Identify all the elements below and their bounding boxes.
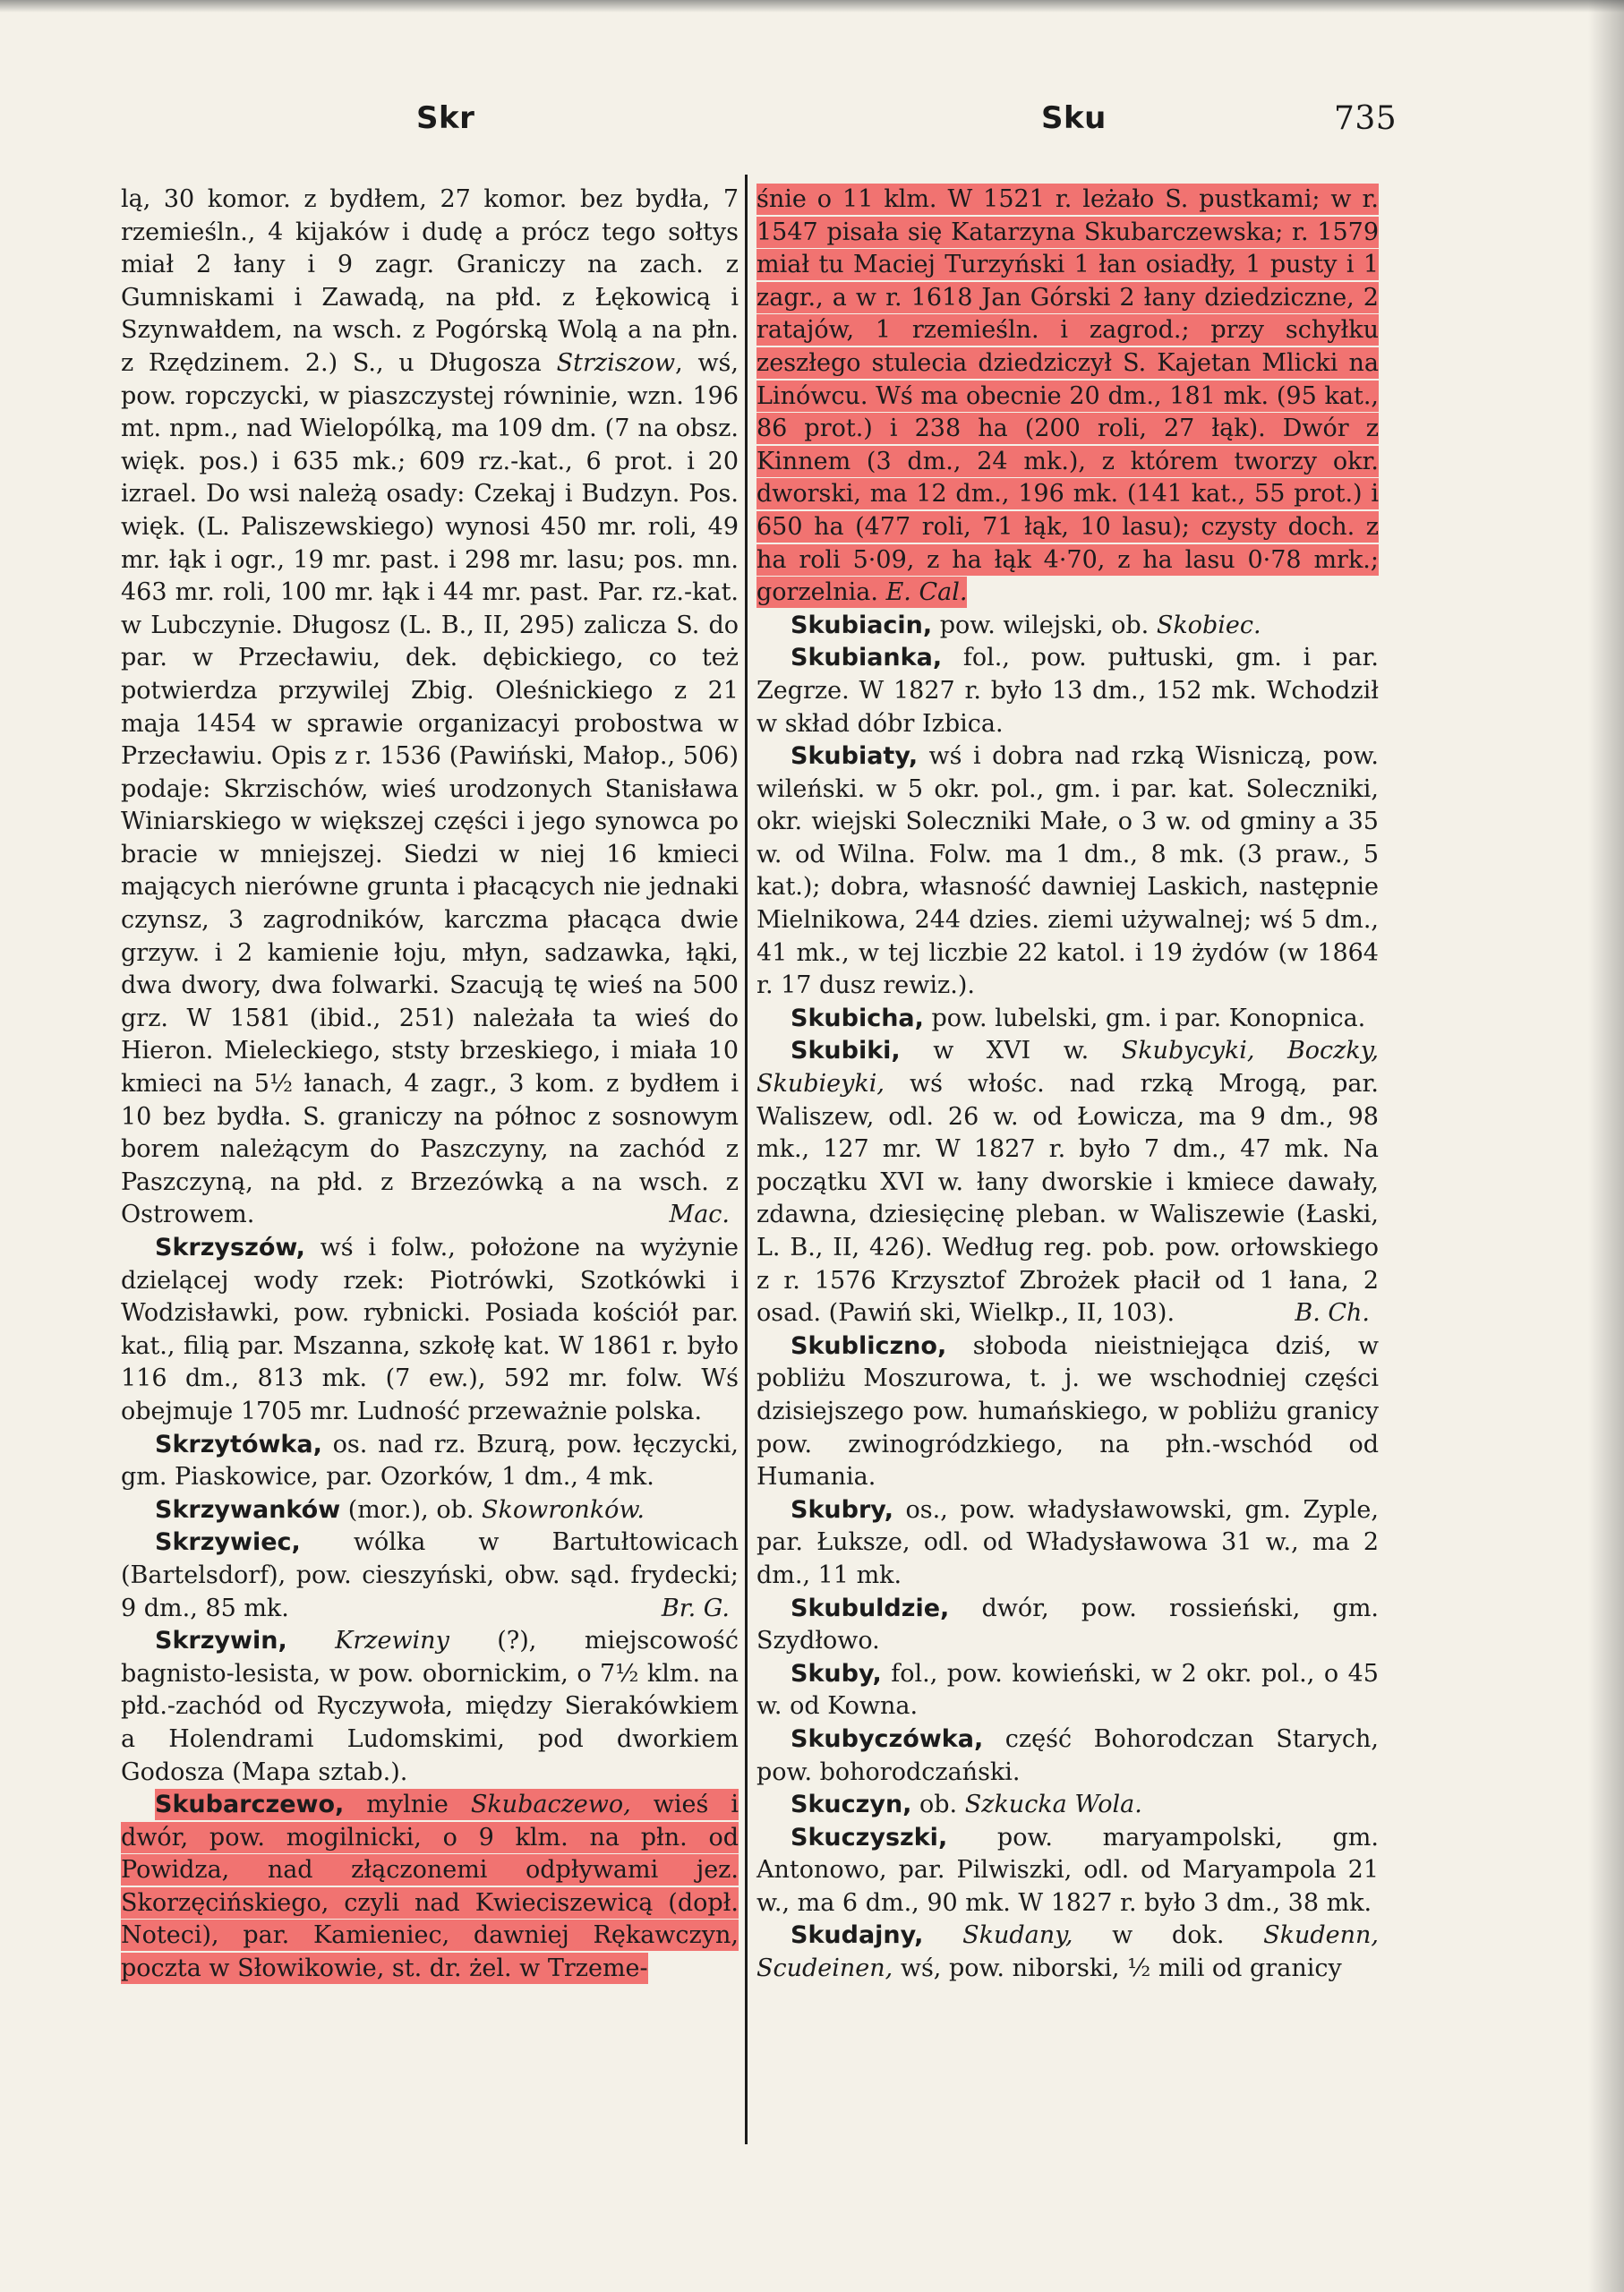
author-signature: E. Cal. [885,578,968,607]
entry-headword: Skubianka, [791,644,943,672]
entry-skrzywiec [121,1527,739,1625]
entry-text: wieś i dwór, pow. mogilnicki, o 9 klm. na płn. od Powidza, nad złączonemi odpływami jez. Skorzęcińskiego, czyli nad Kwieciszewicą (dopł. Noteci), par. Kamieniec, dawniej Rękawczyn, poczta w Słowikowie, st. dr. żel. w Trzeme- [121,1791,739,1983]
entry-skubuldzie [756,1593,1379,1658]
entry-text: fol., pow. kowieński, w 2 okr. pol., o 45 w. od Kowna. [756,1659,1379,1721]
entry-text: w dok. [1073,1921,1264,1950]
highlight-mark [121,1789,739,1984]
entry-text: śnie o 11 klm. W 1521 r. leżało S. pustkami; w r. 1547 pisała się Katarzyna Skubarczewska; r. 1579 miał tu Maciej Turzyński 1 łan osiadły, 1 pusty i 1 zagr., a w r. 1618 Jan Górski 2 łany dziedziczne, 2 ratajów, 1 rzemieśln. i zagrod.; przy schyłku zeszłego stulecia dziedziczył S. Kajetan Mlicki na Linówcu. Wś ma obecnie 20 dm., 181 mk. (95 kat., 86 prot.) i 238 ha (200 roli, 27 łąk). Dwór z Kinnem (3 dm., 24 mk.), z którem tworzy okr. dworski, ma 12 dm., 196 mk. (141 kat., 55 prot.) i 650 ha (477 roli, 71 łąk, 10 lasu); czysty doch. z ha roli 5·09, z ha łąk 4·70, z ha lasu 0·78 mrk.; gorzelnia. [756,185,1379,607]
entry-italic: Krzewiny [335,1627,449,1655]
entry-headword: Skudajny, [791,1921,924,1950]
entry-headword: Skubuldzie, [791,1594,950,1622]
entry-text: ob. [911,1791,965,1819]
page-binding-edge [1588,0,1624,2292]
entry-continuation [121,184,739,1232]
entry-headword: Skrzywiec, [155,1528,301,1557]
entry-headword: Skubliczno, [791,1331,947,1360]
entry-skubiki [756,1035,1379,1330]
entry-headword: Skuby, [791,1659,882,1688]
entry-skubiaty [756,740,1379,1003]
entry-skrzyszow [121,1232,739,1429]
entry-skuczyszki [756,1822,1379,1920]
entry-headword: Skuczyn, [791,1791,912,1819]
entry-text: os. nad rz. Bzurą, pow. łęczycki, gm. Piaskowice, par. Ozorków, 1 dm., 4 mk. [121,1430,739,1492]
entry-headword: Skubry, [791,1495,894,1524]
author-signature: Br. G. [661,1594,730,1622]
entry-text: wś i dobra nad rzką Wisniczą, pow. wileński. w 5 okr. pol., gm. i par. kat. Soleczniki, okr. wiejski Soleczniki Małe, o 3 w. od gminy a 35 w. od Wilna. Folw. ma 1 dm., 8 mk. (3 praw., 5 kat.); dobra, własność dawniej Laskich, następnie Mielnikowa, 244 dzies. ziemi używalnej; wś 5 dm., 41 mk., w tej liczbie 22 katol. i 19 żydów (w 1864 r. 17 dusz rewiz.). [756,742,1379,1000]
entry-text: (mor.), ob. [340,1495,483,1524]
entry-text: , wś, pow. ropczycki, w piaszczystej równinie, wzn. 196 mt. npm., nad Wielopólką, ma 109 dm. (7 na obsz. więk. pos.) i 635 mk.; 609 rz.-kat., 6 prot. i 20 izrael. Do wsi należą osady: Czekaj i Budzyn. Pos. więk. (L. Paliszewskiego) wynosi 450 mr. roli, 49 mr. łąk i ogr., 19 mr. past. i 298 mr. lasu; pos. mn. 463 mr. roli, 100 mr. łąk i 44 mr. past. Par. rz.-kat. w Lubczynie. Długosz (L. B., II, 295) zalicza S. do par. w Przecławiu, dek. dębickiego, co też potwierdza przywilej Zbig. Oleśnickiego z 21 maja 1454 w sprawie organizacyi probostwa w Przecławiu. Opis z r. 1536 (Pawiński, Małop., 506) podaje: Skrzischów, wieś urodzonych Stanisława Winiarskiego w większej części i jego synowca po bracie w mniejszej. Siedzi w niej 16 kmieci mających nierówne grunta i płacących nie jednaki czynsz, 3 zagrodników, karczma płacąca dwie grzyw. i 2 kamienie łoju, młyn, sadzawka, łąki, dwa dwory, dwa folwarki. Szacują tę wieś na 500 grz. W 1581 (ibid., 251) należała ta wieś do Hieron. Mieleckiego, ststy brzeskiego, i miała 10 kmieci na 5½ łanach, 4 zagr., 3 kom. z bydłem i 10 bez bydła. S. graniczy na północ z sosnowym borem należącym do Paszczyny, na zachód z Paszczyną, na płd. z Brzezówką a na wsch. z Ostrowem. [121,348,739,1229]
entry-continuation-skubarczewo [756,184,1379,610]
right-column [756,184,1379,1986]
entry-skubarczewo [121,1789,739,1986]
entry-italic: Skubycyki, Boczky, Skubieyki, [756,1037,1379,1099]
entry-skubyczowka [756,1723,1379,1789]
running-header-right: Sku [1041,100,1107,136]
running-header-left: Skr [416,100,475,136]
entry-headword: Skubyczówka, [791,1724,984,1753]
entry-headword: Skrzyszów, [155,1234,305,1261]
column-divider [745,175,748,2144]
entry-skrzywankow [121,1494,739,1527]
entry-headword: Skuczyszki, [791,1823,948,1852]
entry-headword: Skubiacin, [791,611,933,639]
entry-italic: Szkucka Wola. [964,1791,1142,1819]
entry-text: pow. wilejski, ob. [932,611,1157,639]
entry-skubianka [756,642,1379,740]
entry-skubiacin [756,610,1379,643]
entry-skuczyn [756,1789,1379,1822]
author-signature: B. Ch. [1295,1299,1370,1328]
entry-text: wś i folw., położone na wyżynie dzielącej wody rzek: Piotrówki, Szotkówki i Wodzisławki, pow. rybnicki. Posiada kościół par. kat., filią par. Mszanna, szkołę kat. W 1861 r. było 116 dm., 813 mk. (7 ew.), 592 mr. folw. Wś obejmuje 1705 mr. Ludność przeważnie polska. [121,1234,739,1425]
entry-headword: Skubiki, [791,1037,901,1065]
entry-italic: Skowronków. [482,1495,645,1524]
entry-headword: Skubiaty, [791,742,919,771]
entry-headword: Skrzytówka, [155,1430,322,1458]
entry-text: w XVI w. [900,1037,1122,1065]
entry-text: wś, pow. niborski, ½ mili od granicy [893,1954,1342,1983]
entry-headword: Skubicha, [791,1004,924,1032]
entry-text: dwór, pow. rossieński, gm. Szydłowo. [756,1594,1379,1655]
entry-text: część Bohorodczan Starych, pow. bohorodczański. [756,1724,1379,1786]
entry-italic: Skudany, [923,1921,1073,1950]
entry-text: mylnie [344,1791,471,1819]
entry-italic: Strziszow [556,348,676,377]
highlight-mark [756,184,1379,608]
entry-skrzytowka [121,1429,739,1494]
entry-italic: Skudenn, Scudeinen, [756,1921,1379,1983]
entry-text: fol., pow. pułtuski, gm. i par. Zegrze. W 1827 r. było 13 dm., 152 mk. Wchodził w skład dóbr Izbica. [756,644,1379,738]
entry-text: os., pow. władysławowski, gm. Zyple, par. Łuksze, odl. od Władysławowa 31 w., ma 2 dm., 11 mk. [756,1495,1379,1589]
entry-text: (?), miejscowość bagnisto-lesista, w pow. obornickim, o 7½ klm. na płd.-zachód od Ryczywoła, między Sierakówkiem a Holendrami Ludomskimi, pod dworkiem Godosza (Mapa sztab.). [121,1627,739,1786]
entry-headword: Skrzywin, [155,1627,287,1655]
entry-text: słoboda nieistniejąca dziś, w pobliżu Moszurowa, t. j. we wschodniej części dzisiejszego pow. humańskiego, w pobliżu granicy pow. zwinogródzkiego, na płn.-wschód od Humania. [756,1331,1379,1492]
entry-skubicha [756,1003,1379,1036]
entry-skubliczno [756,1330,1379,1494]
entry-skuby [756,1658,1379,1723]
entry-skubry [756,1494,1379,1593]
entry-skrzywin [121,1625,739,1789]
entry-text: wólka w Bartułtowicach (Bartelsdorf), pow. cieszyński, obw. sąd. frydecki; 9 dm., 85 mk. [121,1528,739,1622]
entry-headword: Skrzywanków [155,1495,341,1524]
entry-text: pow. maryampolski, gm. Antonowo, par. Pilwiszki, odl. od Maryampola 21 w., ma 6 dm., 90 mk. W 1827 r. było 3 dm., 38 mk. [756,1823,1379,1917]
entry-italic: Skobiec. [1156,611,1261,639]
entry-text: wś włośc. nad rzką Mrogą, par. Waliszew, odl. 26 w. od Łowicza, ma 9 dm., 98 mk., 127 mr. W 1827 r. było 7 dm., 47 mk. Na początku XVI w. łany dworskie i kmiece dawały, zdawna, dziesięcinę pleban. w Waliszewie (Łaski, L. B., II, 426). Według reg. pob. pow. orłowskiego z r. 1576 Krzysztof Zbrożek płacił od 1 łana, 2 osad. (Pawiń ski, Wielkp., II, 103). [756,1070,1379,1328]
author-signature: Mac. [669,1201,730,1229]
page-number: 735 [1334,100,1397,137]
left-column [121,184,739,1986]
entry-text: pow. lubelski, gm. i par. Konopnica. [923,1004,1366,1032]
entry-italic: Skubaczewo, [470,1791,631,1819]
entry-text: lą, 30 komor. z bydłem, 27 komor. bez bydła, 7 rzemieśln., 4 kijaków i dudę a prócz tego sołtys miał 2 łany i 9 zagr. Graniczy na zach. z Gumniskami i Zawadą, na płd. z Łękowicą i Szynwałdem, na wsch. z Pogórską Wolą a na płn. z Rzędzinem. 2.) S., u Długosza [121,185,739,377]
entry-skudajny [756,1920,1379,1985]
page-top-shadow [0,0,1624,13]
entry-headword: Skubarczewo, [155,1791,345,1819]
